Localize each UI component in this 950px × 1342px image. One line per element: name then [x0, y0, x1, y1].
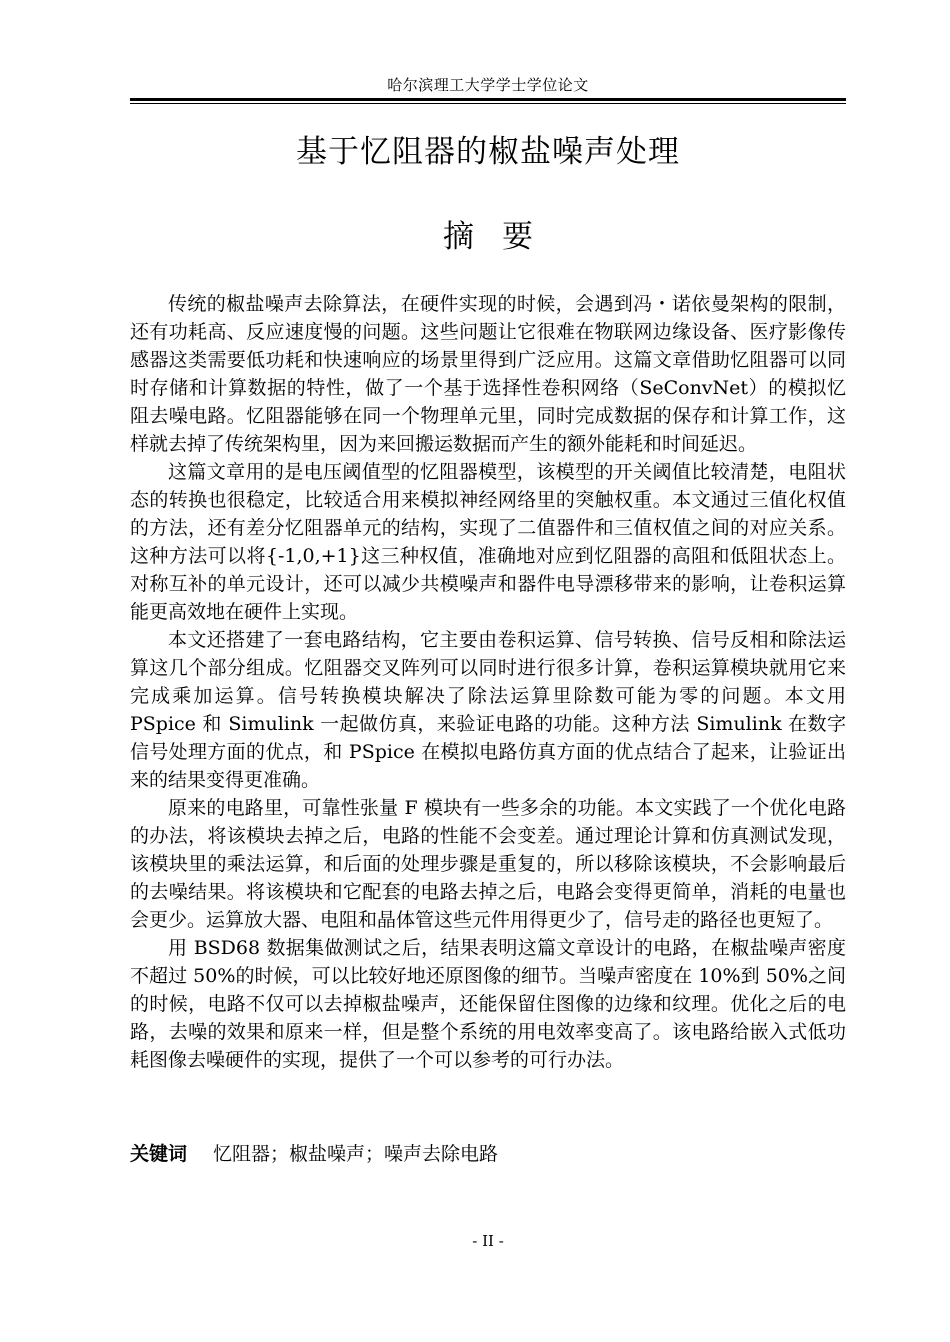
running-header: 哈尔滨理工大学学士学位论文 — [387, 76, 589, 94]
abstract-paragraph: 原来的电路里，可靠性张量 F 模块有一些多余的功能。本文实践了一个优化电路的办法，将该模块去掉之后，电路的性能不会变差。通过理论计算和仿真测试发现，该模块里的乘法运算，和后面的处理步骤是重复的，所以移除该模块，不会影响最后的去噪结果。将该模块和它配套的电路去掉之后，电路会变得更简单，消耗的电量也会更少。运算放大器、电阻和晶体管这些元件用得更少了，信号走的路径也更短了。 — [130, 797, 846, 931]
abstract-body — [130, 290, 846, 1074]
abstract-paragraph: 传统的椒盐噪声去除算法，在硬件实现的时候，会遇到冯・诺依曼架构的限制，还有功耗高、反应速度慢的问题。这些问题让它很难在物联网边缘设备、医疗影像传感器这类需要低功耗和快速响应的场景里得到广泛应用。这篇文章借助忆阻器可以同时存储和计算数据的特性，做了一个基于选择性卷积网络（SeConvNet）的模拟忆阻去噪电路。忆阻器能够在同一个物理单元里，同时完成数据的保存和计算工作，这样就去掉了传统架构里，因为来回搬运数据而产生的额外能耗和时间延迟。 — [130, 293, 846, 455]
header-rule-thin — [130, 103, 846, 104]
header-rule-thick — [130, 98, 846, 101]
abstract-paragraph: 本文还搭建了一套电路结构，它主要由卷积运算、信号转换、信号反相和除法运算这几个部分组成。忆阻器交叉阵列可以同时进行很多计算，卷积运算模块就用它来完成乘加运算。信号转换模块解决了除法运算里除数可能为零的问题。本文用 PSpice 和 Simulink 一起做仿真，来验证电路的功能。这种方法 Simulink 在数字信号处理方面的优点，和 PSpice 在模拟电路仿真方面的优点结合了起来，让验证出来的结果变得更准确。 — [130, 629, 846, 791]
abstract-heading: 摘要 — [443, 219, 561, 255]
abstract-paragraph: 这篇文章用的是电压阈值型的忆阻器模型，该模型的开关阈值比较清楚，电阻状态的转换也很稳定，比较适合用来模拟神经网络里的突触权重。本文通过三值化权值的方法，还有差分忆阻器单元的结构，实现了二值器件和三值权值之间的对应关系。这种方法可以将{-1,0,+1}这三种权值，准确地对应到忆阻器的高阻和低阻状态上。对称互补的单元设计，还可以减少共模噪声和器件电导漂移带来的影响，让卷积运算能更高效地在硬件上实现。 — [130, 461, 846, 623]
keywords-line — [130, 1139, 846, 1169]
abstract-paragraph: 用 BSD68 数据集做测试之后，结果表明这篇文章设计的电路，在椒盐噪声密度不超过 50%的时候，可以比较好地还原图像的细节。当噪声密度在 10%到 50%之间的时候，电路不仅可以去掉椒盐噪声，还能保留住图像的边缘和纹理。优化之后的电路，去噪的效果和原来一样，但是整个系统的用电效率变高了。该电路给嵌入式低功耗图像去噪硬件的实现，提供了一个可以参考的可行办法。 — [130, 937, 846, 1071]
thesis-title: 基于忆阻器的椒盐噪声处理 — [296, 134, 680, 170]
keywords-label: 关键词 — [130, 1143, 188, 1165]
page-number: - II - — [472, 1232, 504, 1250]
keywords-text: 忆阻器；椒盐噪声；噪声去除电路 — [213, 1143, 499, 1165]
